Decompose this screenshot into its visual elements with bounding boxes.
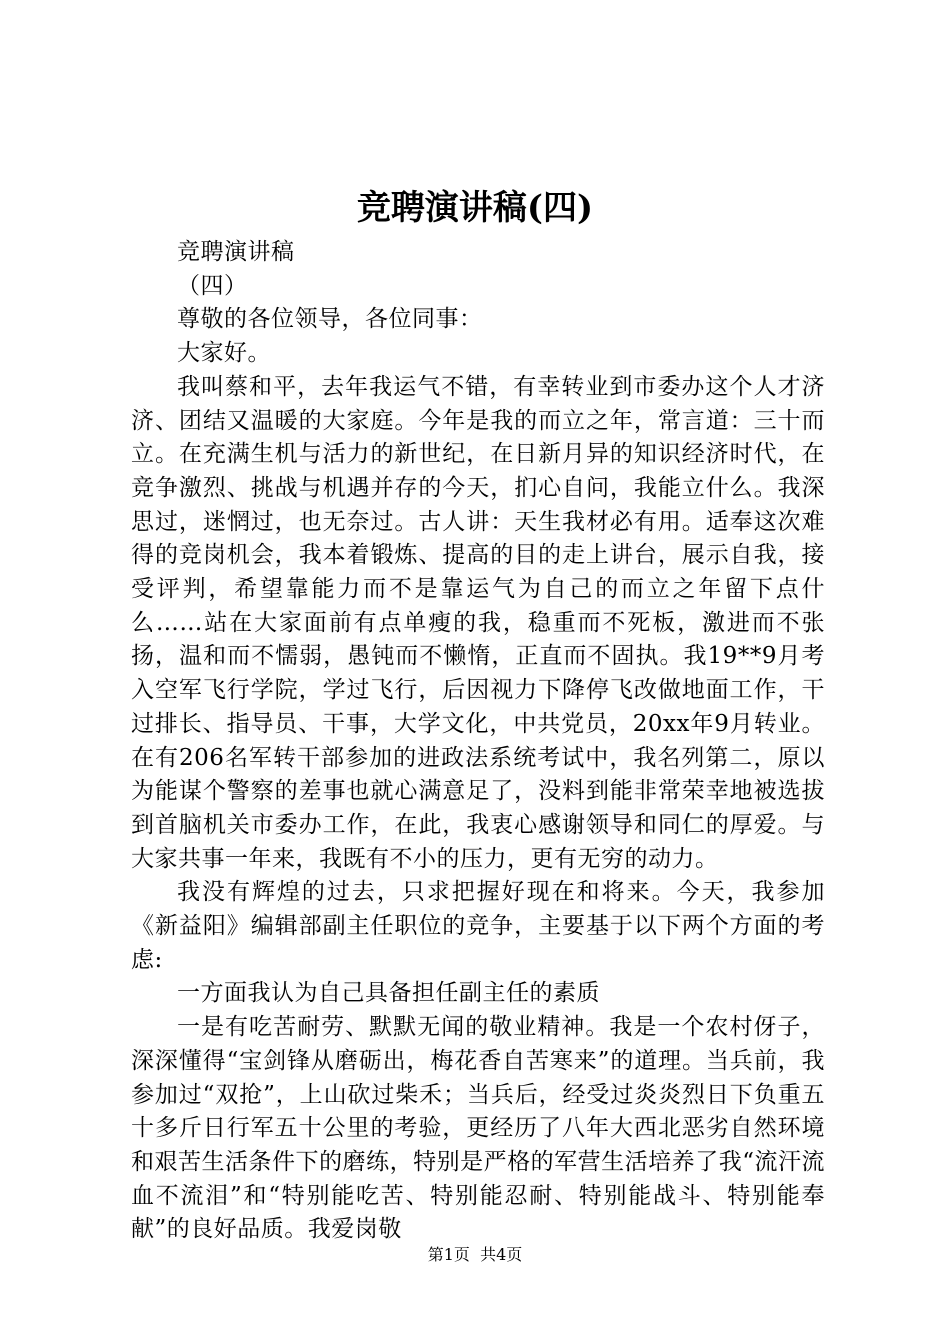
- document-body: [131, 236, 825, 1247]
- page-number: 第1页: [427, 1245, 470, 1264]
- paragraph-heading: 竞聘演讲稿: [177, 239, 295, 265]
- paragraph-section-heading: 一方面我认为自己具备担任副主任的素质: [177, 980, 600, 1007]
- paragraph-introduction: 我叫蔡和平，去年我运气不错，有幸转业到市委办这个人才济济、团结又温暖的大家庭。今年是我的而立之年，常言道：三十而立。在充满生机与活力的新世纪，在日新月异的知识经济时代，在竞争激烈、挑战与机遇并存的今天，扪心自问，我能立什么。我深思过，迷惘过，也无奈过。古人讲：天生我材必有用。适奉这次难得的竞岗机会，我本着锻炼、提高的目的走上讲台，展示自我，接受评判，希望靠能力而不是靠运气为自己的而立之年留下点什么……站在大家面前有点单瘦的我，稳重而不死板，激进而不张扬，温和而不懦弱，愚钝而不懒惰，正直而不固执。我19**9月考入空军飞行学院，学过飞行，后因视力下降停飞改做地面工作，干过排长、指导员、干事，大学文化，中共党员，20xx年9月转业。在有206名军转干部参加的进政法系统考试中，我名列第二，原以为能谋个警察的差事也就心满意足了，没料到能非常荣幸地被选拔到首脑机关市委办工作，在此，我衷心感谢领导和同仁的厚爱。与大家共事一年来，我既有不小的压力，更有无穷的动力。: [131, 373, 825, 872]
- page-title: 竞聘演讲稿(四): [356, 188, 594, 228]
- paragraph-greeting: 大家好。: [177, 340, 271, 367]
- page-total: 共4页: [480, 1245, 523, 1264]
- paragraph-motivation: 我没有辉煌的过去，只求把握好现在和将来。今天，我参加《新益阳》编辑部副主任职位的竞争，主要基于以下两个方面的考虑:: [131, 879, 825, 973]
- paragraph-subheading: （四）: [177, 272, 248, 299]
- paragraph-salutation: 尊敬的各位领导，各位同事：: [177, 306, 483, 333]
- page-footer: [0, 1244, 950, 1266]
- paragraph-point-one: 一是有吃苦耐劳、默默无闻的敬业精神。我是一个农村伢子，深深懂得“宝剑锋从磨砺出，梅花香自苦寒来”的道理。当兵前，我参加过“双抢”，上山砍过柴禾；当兵后，经受过炎炎烈日下负重五十多斤日行军五十公里的考验，更经历了八年大西北恶劣自然环境和艰苦生活条件下的磨练，特别是严格的军营生活培养了我“流汗流血不流泪”和“特别能吃苦、特别能忍耐、特别能战斗、特别能奉献”的良好品质。我爱岗敬: [131, 1014, 825, 1243]
